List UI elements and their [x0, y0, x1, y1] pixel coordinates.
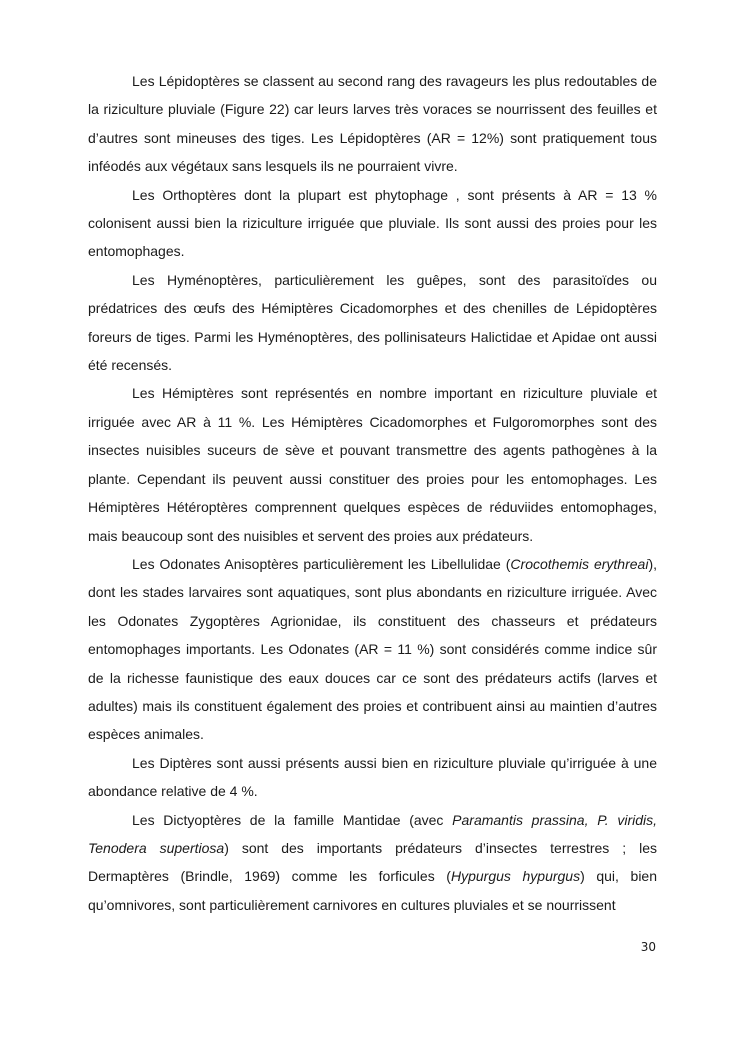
- text-segment: Les Diptères sont aussi présents aussi bien en riziculture pluviale qu’irriguée à une abondance relative de 4 %.: [88, 754, 657, 800]
- text-segment: Les Hémiptères sont représentés en nombre important en riziculture pluviale et irriguée avec AR à 11 %. Les Hémiptères Cicadomorphes et Fulgoromorphes sont des insectes nuisibles suceurs de sève et pouvant transmettre des agents pathogènes à la plante. Cependant ils peuvent aussi constituer des proies pour les entomophages. Les Hémiptères Hétéroptères comprennent quelques espèces de réduviides entomophages, mais beaucoup sont des nuisibles et servent des proies aux prédateurs.: [88, 385, 657, 544]
- species-name: Crocothemis erythreai: [510, 555, 649, 572]
- text-segment: Les Lépidoptères se classent au second rang des ravageurs les plus redoutables de la riziculture pluviale (Figure 22) car leurs larves très voraces se nourrissent des feuilles et d’autres sont mineuses des tiges. Les Lépidoptères (AR = 12%) sont pratiquement tous inféodés aux végétaux sans lesquels ils ne pourraient vivre.: [88, 73, 657, 175]
- paragraph-hemipteres: [88, 379, 657, 549]
- text-segment: ), dont les stades larvaires sont aquatiques, sont plus abondants en riziculture irriguée. Avec les Odonates Zygoptères Agrionidae, ils constituent des chasseurs et prédateurs entomophages importants. Les Odonates (AR = 11 %) sont considérés comme indice sûr de la richesse faunistique des eaux douces car ce sont des prédateurs actifs (larves et adultes) mais ils constituent également des proies et contribuent ainsi au maintien d’autres espèces animales.: [88, 555, 657, 743]
- paragraph-orthopteres: [88, 181, 657, 266]
- paragraph-dipteres: [88, 749, 657, 806]
- species-name: Hypurgus hypurgus: [450, 868, 581, 885]
- paragraph-hymenopteres: [88, 266, 657, 380]
- text-segment: Les Dictyoptères de la famille Mantidae (avec: [132, 811, 453, 828]
- page-number: 30: [640, 940, 656, 954]
- paragraph-lepidopteres: [88, 67, 657, 181]
- text-segment: Les Hyménoptères, particulièrement les guêpes, sont des parasitoïdes ou prédatrices des œufs des Hémiptères Cicadomorphes et des chenilles de Lépidoptères foreurs de tiges. Parmi les Hyménoptères, des pollinisateurs Halictidae et Apidae ont aussi été recensés.: [88, 271, 657, 374]
- body-text: [88, 67, 657, 919]
- species-name: Paramantis prassina, P. viridis, Tenodera supertiosa: [88, 811, 658, 856]
- text-segment: Les Odonates Anisoptères particulièrement les Libellulidae (: [132, 555, 511, 572]
- text-segment: ) qui, bien qu’omnivores, sont particulièrement carnivores en cultures pluviales et se nourrissent: [88, 868, 658, 913]
- paragraph-dictyopteres: [88, 806, 657, 920]
- paragraph-odonates: [88, 550, 657, 749]
- text-segment: Les Orthoptères dont la plupart est phytophage , sont présents à AR = 13 % colonisent aussi bien la riziculture irriguée que pluviale. Ils sont aussi des proies pour les entomophages.: [88, 186, 657, 260]
- text-segment: ) sont des importants prédateurs d’insectes terrestres ; les Dermaptères (Brindle, 1969) comme les forficules (: [88, 839, 657, 885]
